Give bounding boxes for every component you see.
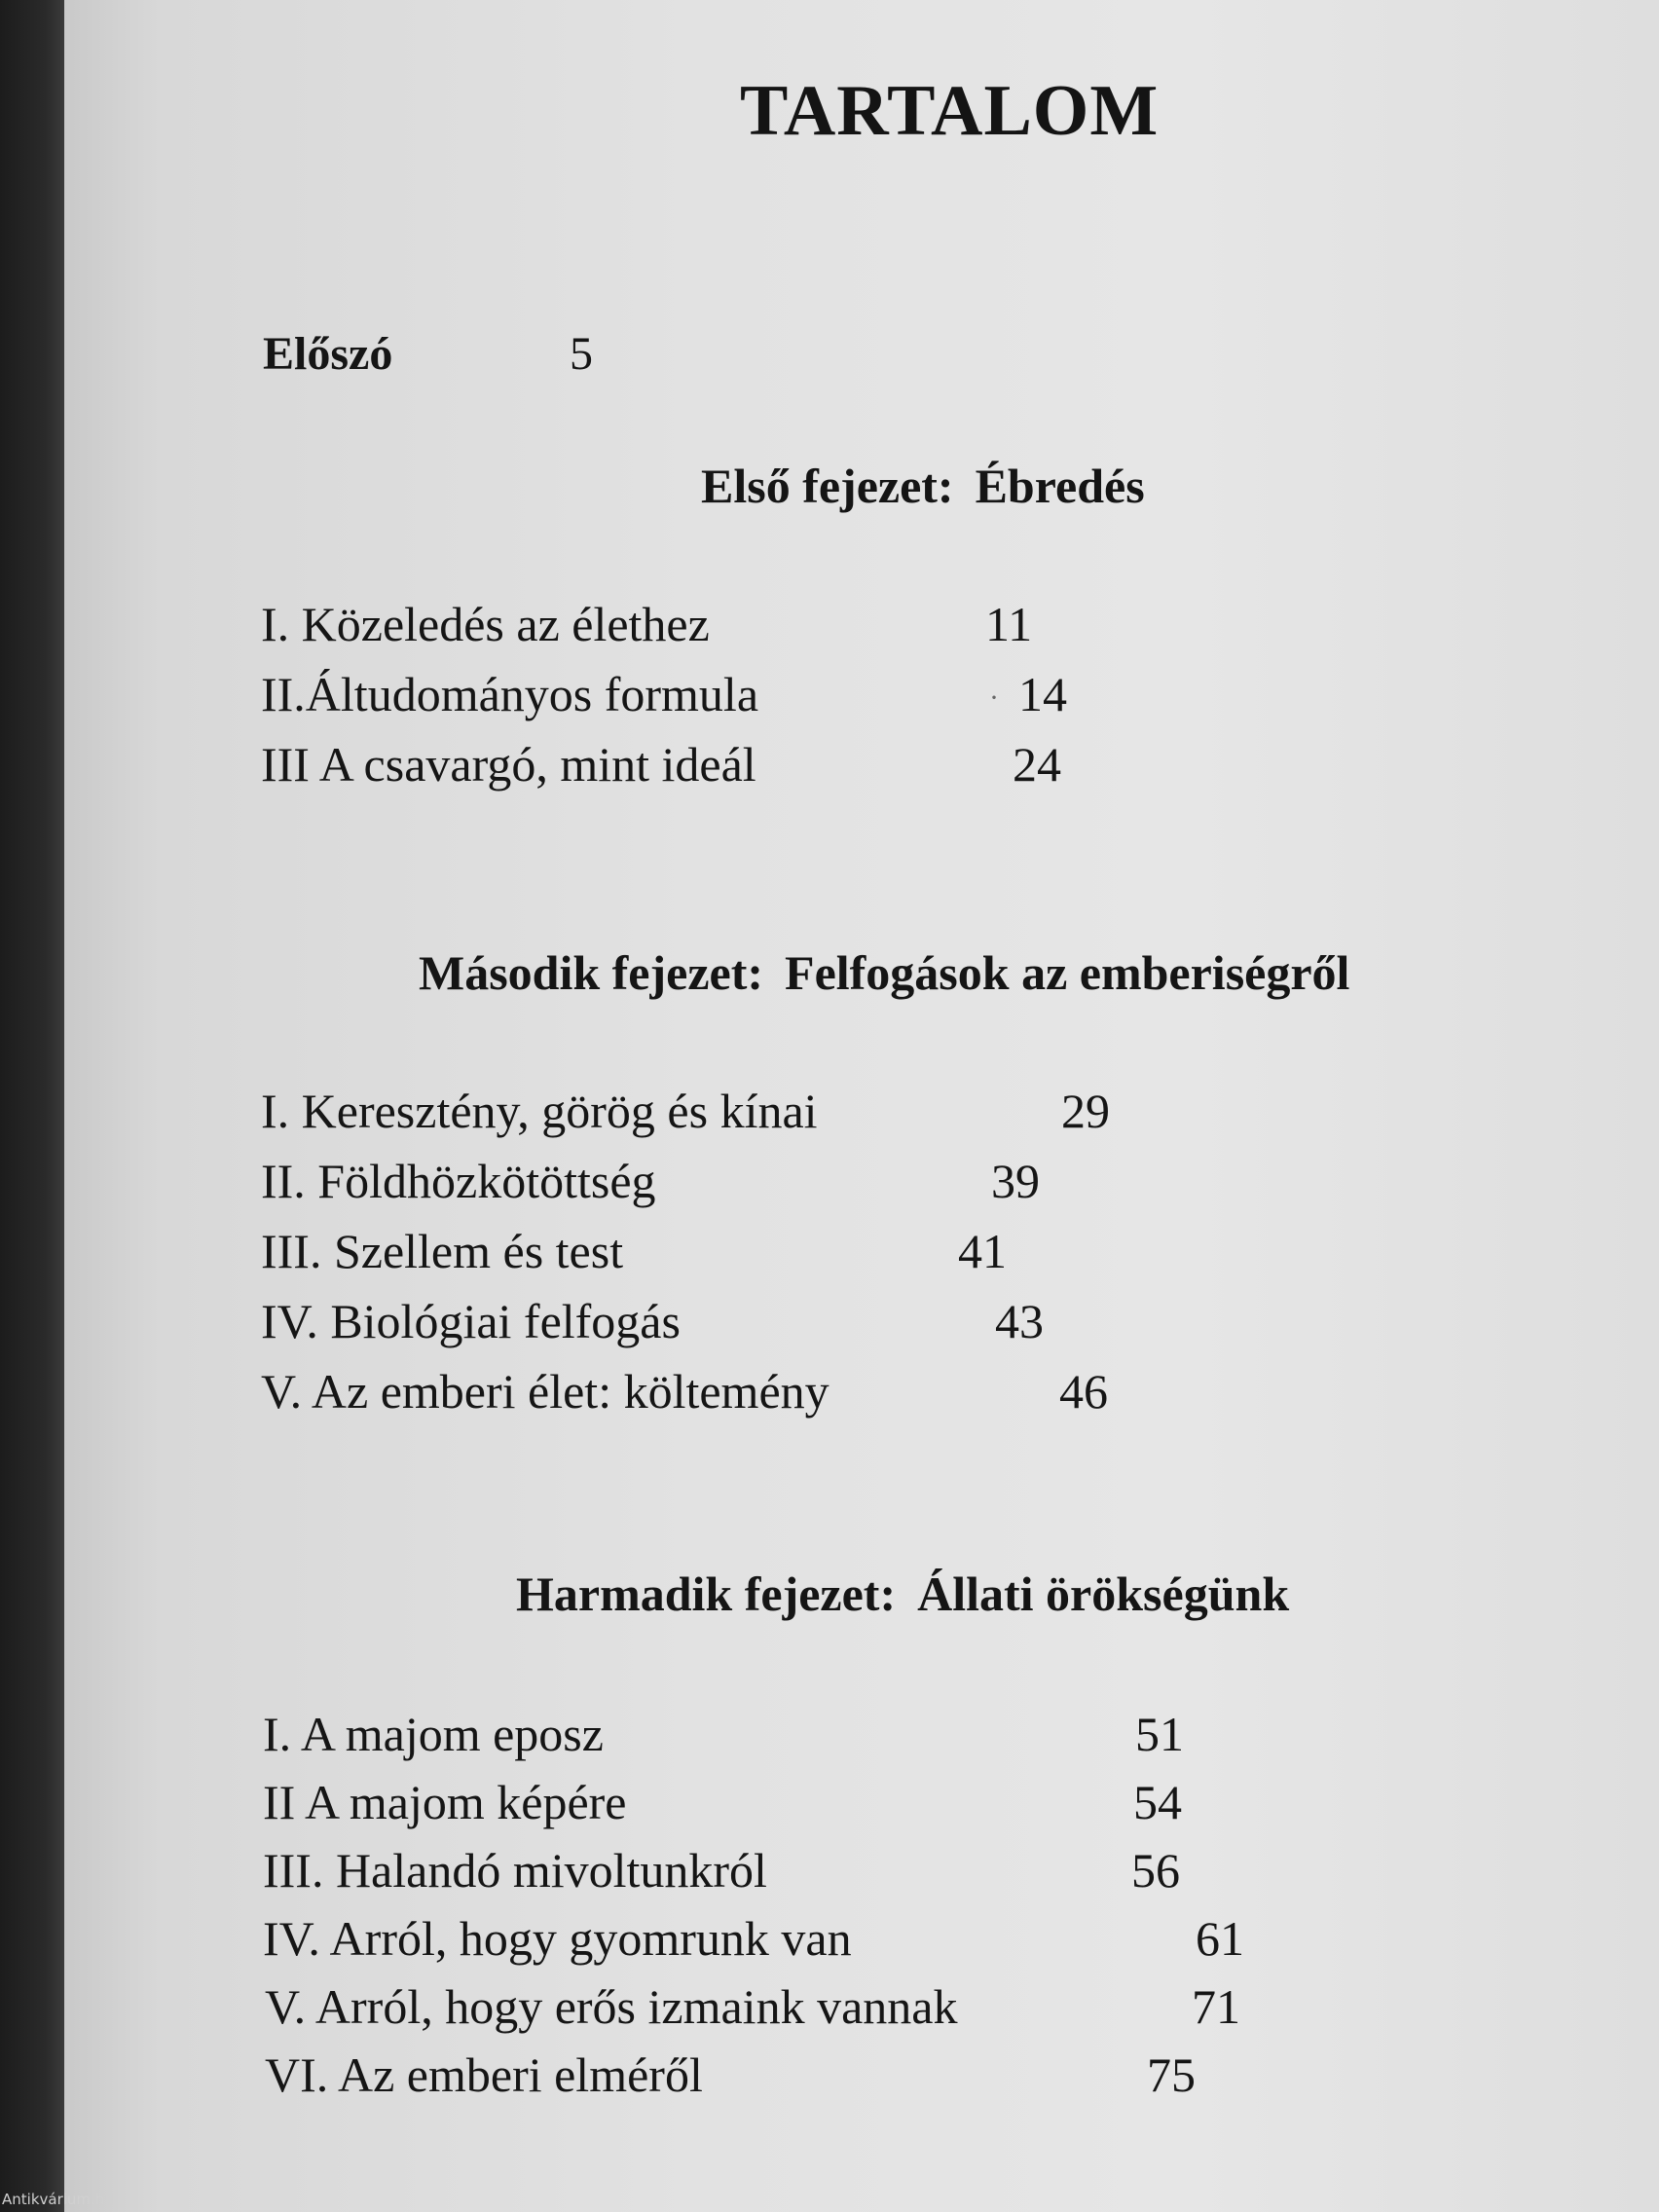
chapter-label: Második fejezet:: [419, 945, 764, 1000]
toc-page-number: 46: [1059, 1364, 1108, 1419]
toc-entry: III A csavargó, mint ideál: [261, 737, 756, 792]
toc-entry: IV. Arról, hogy gyomrunk van: [263, 1911, 852, 1966]
preface-page-number: 5: [570, 328, 593, 380]
chapter-title: Állati örökségünk: [917, 1567, 1290, 1621]
toc-entry: I. Közeledés az élethez: [261, 597, 710, 651]
toc-page-number: 54: [1133, 1775, 1182, 1829]
toc-page-number: 56: [1131, 1843, 1180, 1898]
toc-page-number: 41: [958, 1224, 1007, 1278]
toc-entry: I. A majom eposz: [263, 1707, 604, 1761]
toc-entry: III. Szellem és test: [261, 1224, 624, 1278]
chapter-heading-3: [516, 1566, 1289, 1622]
chapter-heading-2: [419, 944, 1349, 1001]
chapter-label: Harmadik fejezet:: [516, 1567, 897, 1621]
toc-page-number: 29: [1061, 1084, 1110, 1138]
toc-entry: III. Halandó mivoltunkról: [263, 1843, 767, 1898]
toc-page-number: 51: [1135, 1707, 1184, 1761]
chapter-label: Első fejezet:: [701, 459, 954, 513]
toc-entry: II.Áltudományos formula: [261, 667, 759, 721]
toc-entry: I. Keresztény, görög és kínai: [261, 1084, 818, 1138]
page-title: TARTALOM: [740, 71, 1160, 151]
toc-entry: V. Az emberi élet: költemény: [261, 1364, 830, 1419]
toc-page-number: 43: [995, 1294, 1044, 1348]
toc-page-number: 11: [985, 597, 1033, 651]
speck: ·: [989, 682, 999, 714]
toc-page-number: 39: [991, 1154, 1040, 1208]
chapter-heading-1: [701, 458, 1145, 514]
toc-page-number: 75: [1147, 2047, 1196, 2102]
toc-entry: II. Földhözkötöttség: [261, 1154, 656, 1208]
toc-entry: V. Arról, hogy erős izmaink vannak: [265, 1979, 958, 2034]
toc-page-number: 14: [1018, 667, 1067, 721]
book-spine-shadow: [0, 0, 64, 2212]
toc-page-number: 71: [1192, 1979, 1240, 2034]
toc-page-number: 24: [1013, 737, 1061, 792]
watermark: Antikvárium.hu: [2, 2191, 114, 2208]
toc-page-number: 61: [1196, 1911, 1244, 1966]
toc-entry: II A majom képére: [263, 1775, 627, 1829]
chapter-title: Felfogások az emberiségről: [785, 945, 1350, 1000]
preface-label: Előszó: [263, 328, 393, 380]
chapter-title: Ébredés: [975, 459, 1145, 513]
toc-entry: IV. Biológiai felfogás: [261, 1294, 681, 1348]
toc-entry: VI. Az emberi elméről: [265, 2047, 703, 2102]
